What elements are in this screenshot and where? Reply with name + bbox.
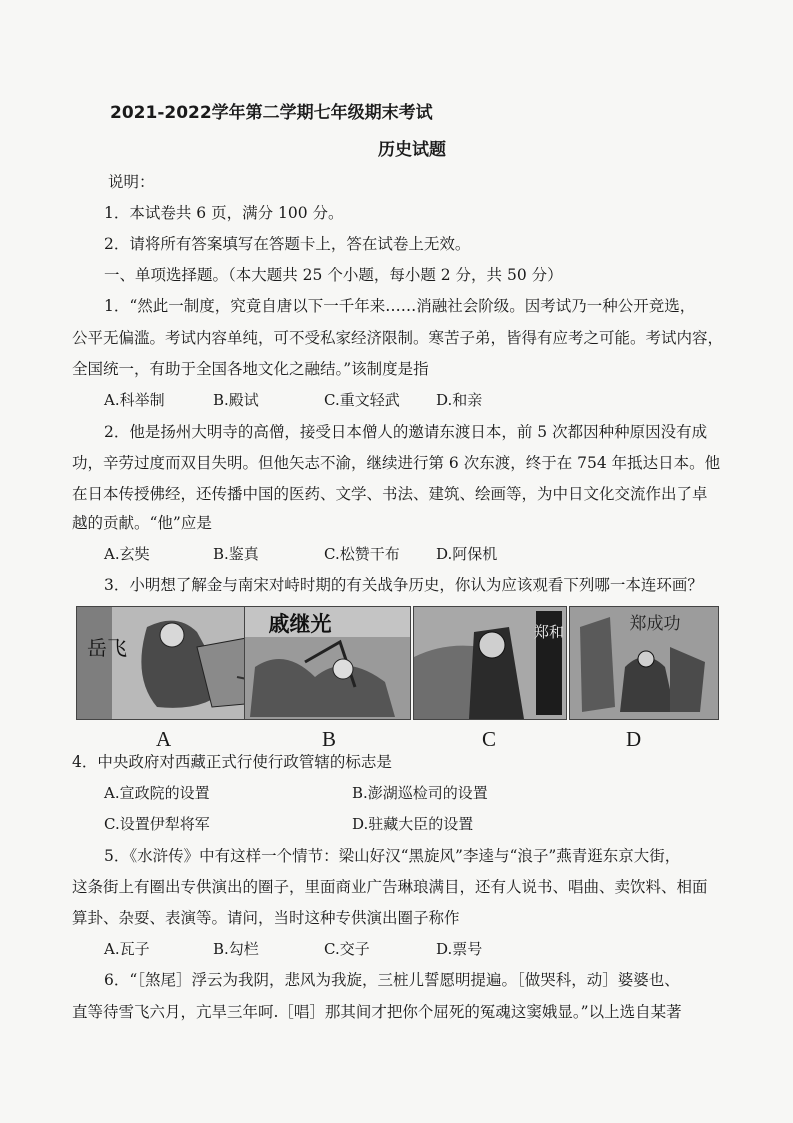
comic-d-title: 郑成功 (629, 614, 681, 634)
q2-option-a: A.玄奘 (104, 545, 150, 563)
q2-option-c: C.松赞干布 (324, 545, 400, 563)
notes-label: 说明： (108, 173, 155, 191)
q2-option-b: B.鉴真 (213, 545, 259, 563)
q2-line: 越的贡献。“他”应是 (72, 514, 212, 532)
q2-option-d: D.阿保机 (436, 545, 498, 563)
exam-title: 2021-2022学年第二学期七年级期末考试 (110, 103, 433, 123)
q5-option-d: D.票号 (436, 940, 483, 958)
q4-option-d: D.驻藏大臣的设置 (352, 815, 474, 833)
comic-image-b (244, 606, 411, 720)
q5-option-b: B.勾栏 (213, 940, 259, 958)
q2-line: 功，辛劳过度而双目失明。但他矢志不渝，继续进行第 6 次东渡，终于在 754 年抵达日本。他 (72, 454, 721, 472)
q5-option-a: A.瓦子 (104, 940, 150, 958)
q1-option-a: A.科举制 (104, 391, 165, 409)
q6-line: 直等待雪飞六月，亢旱三年呵.［唱］那其间才把你个屈死的冤魂这窦娥显。”以上选自某著 (72, 1003, 682, 1021)
exam-subtitle: 历史试题 (378, 140, 446, 160)
comic-image-c (413, 606, 567, 720)
q6-line: 6．“［煞尾］浮云为我阴，悲风为我旋，三桩儿誓愿明提遍。［做哭科，动］婆婆也、 (104, 971, 680, 989)
q4-option-a: A.宣政院的设置 (104, 784, 210, 802)
q5-line: 这条街上有圈出专供演出的圈子，里面商业广告琳琅满目，还有人说书、唱曲、卖饮料、相面 (72, 878, 708, 896)
note-2: 2．请将所有答案填写在答题卡上，答在试卷上无效。 (104, 235, 471, 253)
comic-a-title: 岳飞 (87, 636, 127, 660)
comic-caption-d: D (626, 727, 642, 751)
q1-option-c: C.重文轻武 (324, 391, 400, 409)
comic-c-title: 郑和 (533, 623, 565, 641)
comic-caption-a: A (156, 727, 172, 751)
note-1: 1．本试卷共 6 页，满分 100 分。 (104, 204, 344, 222)
q1-line: 全国统一，有助于全国各地文化之融结。”该制度是指 (72, 360, 429, 378)
q1-option-d: D.和亲 (436, 391, 483, 409)
q5-option-c: C.交子 (324, 940, 370, 958)
q4-option-c: C.设置伊犁将军 (104, 815, 210, 833)
q5-line: 算卦、杂耍、表演等。请问，当时这种专供演出圈子称作 (72, 909, 460, 927)
q4-option-b: B.澎湖巡检司的设置 (352, 784, 488, 802)
q1-line: 公平无偏滥。考试内容单纯，可不受私家经济限制。寒苦子弟，皆得有应考之可能。考试内容， (72, 329, 724, 347)
q1-line: 1．“然此一制度，究竟自唐以下一千年来……消融社会阶级。因考试乃一种公开竞选， (104, 297, 696, 315)
comic-image-d (569, 606, 719, 720)
q3-line: 3．小明想了解金与南宋对峙时期的有关战争历史，你认为应该观看下列哪一本连环画？ (104, 576, 703, 594)
q1-option-b: B.殿试 (213, 391, 259, 409)
comic-caption-b: B (322, 727, 337, 751)
comic-caption-c: C (482, 727, 497, 751)
q5-line: 5．《水浒传》中有这样一个情节：梁山好汉“黑旋风”李逵与“浪子”燕青逛东京大街， (104, 847, 681, 865)
section-heading: 一、单项选择题。（本大题共 25 个小题，每小题 2 分，共 50 分） (104, 266, 563, 284)
q2-line: 在日本传授佛经，还传播中国的医药、文学、书法、建筑、绘画等，为中日文化交流作出了卓 (72, 485, 708, 503)
q2-line: 2．他是扬州大明寺的高僧，接受日本僧人的邀请东渡日本，前 5 次都因种种原因没有成 (104, 423, 708, 441)
q4-line: 4．中央政府对西藏正式行使行政管辖的标志是 (72, 753, 392, 771)
comic-b-title: 戚继光 (268, 612, 332, 636)
